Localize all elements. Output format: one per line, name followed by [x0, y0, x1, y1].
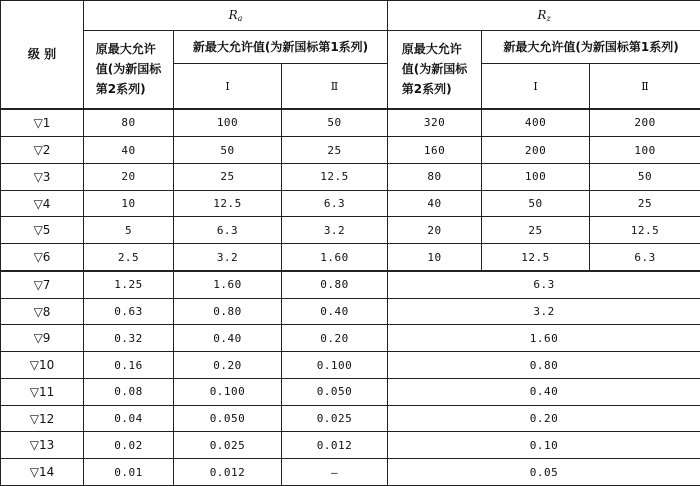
ra-ii-cell: 3.2 [282, 217, 388, 244]
ra-ii-cell: 0.80 [282, 271, 388, 298]
rz-merged-cell: 1.60 [388, 325, 700, 352]
rz-new-header: 新最大允许值(为新国标第1系列) [482, 31, 700, 64]
ra-i-cell: 3.2 [174, 244, 282, 271]
ra-i-cell: 50 [174, 137, 282, 164]
ra-orig-cell: 0.32 [84, 325, 174, 352]
rz-group-header: $R_z$ [388, 1, 700, 31]
ra-i-cell: 0.20 [174, 352, 282, 379]
level-cell: ▽4 [1, 190, 84, 217]
rz-orig-cell: 80 [388, 164, 482, 191]
level-cell: ▽11 [1, 378, 84, 405]
table-row [1, 190, 700, 217]
ra-i-cell: 100 [174, 109, 282, 137]
ra-orig-cell: 0.16 [84, 352, 174, 379]
rz-i-cell: 400 [482, 109, 590, 137]
rz-orig-cell: 40 [388, 190, 482, 217]
level-cell: ▽10 [1, 352, 84, 379]
table-row [1, 352, 700, 379]
ra-orig-header: 原最大允许 值(为新国标 第2系列) [84, 31, 174, 109]
ra-ii-cell: 1.60 [282, 244, 388, 271]
level-cell: ▽9 [1, 325, 84, 352]
ra-orig-cell: 5 [84, 217, 174, 244]
rz-orig-cell: 160 [388, 137, 482, 164]
ra-ii-cell: 0.012 [282, 432, 388, 459]
ra-orig-cell: 80 [84, 109, 174, 137]
level-cell: ▽3 [1, 164, 84, 191]
rz-i-cell: 50 [482, 190, 590, 217]
ra-ii-cell: 50 [282, 109, 388, 137]
ra-i-cell: 0.80 [174, 298, 282, 325]
ra-ii-cell: — [282, 459, 388, 486]
table-row [1, 271, 700, 298]
ra-orig-cell: 0.08 [84, 378, 174, 405]
level-cell: ▽7 [1, 271, 84, 298]
ra-ii-cell: 0.20 [282, 325, 388, 352]
table-row [1, 459, 700, 486]
ra-i-cell: 6.3 [174, 217, 282, 244]
rz-orig-cell: 20 [388, 217, 482, 244]
table-row [1, 164, 700, 191]
ra-i-cell: 0.050 [174, 405, 282, 432]
ra-ii-cell: 0.40 [282, 298, 388, 325]
rz-col-ii: Ⅱ [590, 64, 700, 109]
rz-merged-cell: 0.40 [388, 378, 700, 405]
rz-i-cell: 200 [482, 137, 590, 164]
level-cell: ▽8 [1, 298, 84, 325]
rz-i-cell: 100 [482, 164, 590, 191]
table-row [1, 109, 700, 137]
rz-merged-cell: 0.10 [388, 432, 700, 459]
ra-i-cell: 0.012 [174, 459, 282, 486]
ra-col-ii: Ⅱ [282, 64, 388, 109]
table-row [1, 405, 700, 432]
level-cell: ▽13 [1, 432, 84, 459]
ra-ii-cell: 0.100 [282, 352, 388, 379]
ra-i-cell: 12.5 [174, 190, 282, 217]
rz-merged-cell: 3.2 [388, 298, 700, 325]
rz-ii-cell: 25 [590, 190, 700, 217]
ra-orig-cell: 0.01 [84, 459, 174, 486]
ra-ii-cell: 6.3 [282, 190, 388, 217]
rz-col-i: Ⅰ [482, 64, 590, 109]
ra-i-cell: 0.025 [174, 432, 282, 459]
ra-ii-cell: 12.5 [282, 164, 388, 191]
table-row [1, 298, 700, 325]
rz-orig-cell: 320 [388, 109, 482, 137]
level-cell: ▽1 [1, 109, 84, 137]
ra-orig-cell: 0.04 [84, 405, 174, 432]
level-header: 级 别 [1, 1, 84, 109]
rz-merged-cell: 6.3 [388, 271, 700, 298]
table-row [1, 432, 700, 459]
ra-ii-cell: 0.050 [282, 378, 388, 405]
ra-new-header: 新最大允许值(为新国标第1系列) [174, 31, 388, 64]
rz-i-cell: 12.5 [482, 244, 590, 271]
rz-ii-cell: 6.3 [590, 244, 700, 271]
table-row [1, 217, 700, 244]
rz-merged-cell: 0.20 [388, 405, 700, 432]
ra-ii-cell: 0.025 [282, 405, 388, 432]
level-cell: ▽2 [1, 137, 84, 164]
level-cell: ▽5 [1, 217, 84, 244]
level-cell: ▽6 [1, 244, 84, 271]
ra-orig-cell: 2.5 [84, 244, 174, 271]
ra-orig-cell: 40 [84, 137, 174, 164]
table-row [1, 325, 700, 352]
table-row [1, 378, 700, 405]
ra-orig-cell: 1.25 [84, 271, 174, 298]
ra-i-cell: 0.100 [174, 378, 282, 405]
ra-ii-cell: 25 [282, 137, 388, 164]
rz-ii-cell: 12.5 [590, 217, 700, 244]
ra-i-cell: 1.60 [174, 271, 282, 298]
ra-i-cell: 0.40 [174, 325, 282, 352]
rz-ii-cell: 50 [590, 164, 700, 191]
rz-merged-cell: 0.80 [388, 352, 700, 379]
table-row [1, 137, 700, 164]
ra-group-header: $R_a$ [84, 1, 388, 31]
rz-merged-cell: 0.05 [388, 459, 700, 486]
rz-orig-cell: 10 [388, 244, 482, 271]
ra-orig-cell: 0.63 [84, 298, 174, 325]
ra-i-cell: 25 [174, 164, 282, 191]
rz-ii-cell: 200 [590, 109, 700, 137]
ra-orig-cell: 0.02 [84, 432, 174, 459]
level-cell: ▽14 [1, 459, 84, 486]
table-row [1, 244, 700, 271]
ra-orig-cell: 10 [84, 190, 174, 217]
rz-i-cell: 25 [482, 217, 590, 244]
level-cell: ▽12 [1, 405, 84, 432]
ra-orig-cell: 20 [84, 164, 174, 191]
rz-ii-cell: 100 [590, 137, 700, 164]
ra-col-i: Ⅰ [174, 64, 282, 109]
rz-orig-header: 原最大允许 值(为新国标 第2系列) [388, 31, 482, 109]
